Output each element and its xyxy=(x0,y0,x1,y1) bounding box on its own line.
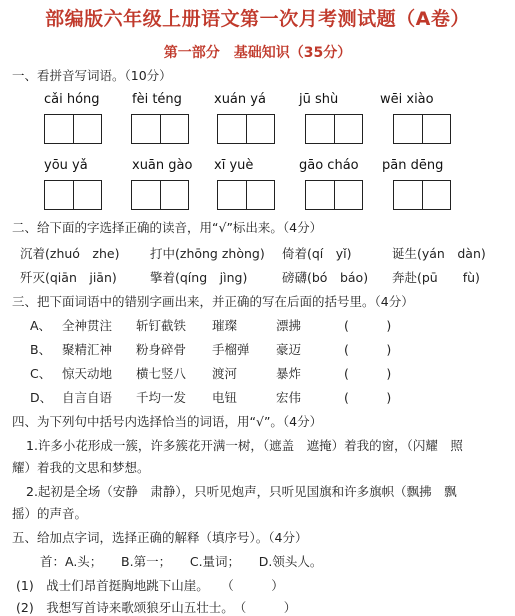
word: 璀璨 xyxy=(212,318,238,333)
word: 全神贯注 xyxy=(62,318,113,333)
pinyin-2: fèi téng xyxy=(132,92,182,107)
answer-box[interactable] xyxy=(44,180,102,210)
reading-item: 诞生(yán dàn) xyxy=(392,246,486,261)
option-letter: C、 xyxy=(30,366,52,381)
word: 聚精汇神 xyxy=(62,342,113,357)
answer-blank[interactable]: ( ) xyxy=(344,390,392,405)
reading-item: 倚着(qí yǐ) xyxy=(282,246,352,261)
sentence-2-cont: 摇）的声音。 xyxy=(12,506,88,521)
answer-box[interactable] xyxy=(131,114,189,144)
q5-item-2: (2) 我想写首诗来歌颂狼牙山五壮士。 （ ） xyxy=(16,600,297,615)
word: 豪迈 xyxy=(276,342,302,357)
pinyin-7: xuān gào xyxy=(132,158,193,173)
word: 暴炸 xyxy=(276,366,302,381)
answer-box[interactable] xyxy=(393,180,451,210)
option-letter: A、 xyxy=(30,318,52,333)
reading-item: 奔赴(pū fù) xyxy=(392,270,480,285)
reading-item: 擎着(qíng jìng) xyxy=(150,270,248,285)
pinyin-3: xuán yá xyxy=(214,92,266,107)
answer-box[interactable] xyxy=(305,114,363,144)
pinyin-9: gāo cháo xyxy=(299,158,359,173)
q3-heading: 三、把下面词语中的错别字画出来，并正确的写在后面的括号里。（4分） xyxy=(12,294,414,309)
q5-heading: 五、给加点字词，选择正确的解释（填序号）。（4分） xyxy=(12,530,308,545)
option-letter: D、 xyxy=(30,390,53,405)
word: 电钮 xyxy=(212,390,238,405)
answer-blank[interactable]: ( ) xyxy=(344,366,392,381)
reading-item: 歼灭(qiān jiān) xyxy=(20,270,117,285)
answer-box[interactable] xyxy=(305,180,363,210)
section-subtitle: 第一部分 基础知识（35分） xyxy=(163,45,352,61)
pinyin-6: yōu yǎ xyxy=(44,158,88,173)
word: 漂拂 xyxy=(276,318,302,333)
q1-heading: 一、看拼音写词语。（10分） xyxy=(12,68,172,83)
answer-box[interactable] xyxy=(131,180,189,210)
word: 千均一发 xyxy=(136,390,187,405)
q5-item-1: (1) 战士们昂首挺胸地跳下山崖。 （ ） xyxy=(16,578,284,593)
word: 自言自语 xyxy=(62,390,113,405)
meaning-options: 首：A.头； B.第一； C.量词； D.领头人。 xyxy=(40,554,323,569)
answer-box[interactable] xyxy=(217,114,275,144)
reading-item: 沉着(zhuó zhe) xyxy=(20,246,120,261)
answer-box[interactable] xyxy=(44,114,102,144)
word: 斩钉截铁 xyxy=(136,318,187,333)
pinyin-4: jū shù xyxy=(299,92,339,107)
pinyin-8: xī yuè xyxy=(214,158,254,173)
sentence-2: 2.起初是全场（安静 肃静），只听见炮声，只听见国旗和许多旗帜（飘拂 飘 xyxy=(26,484,457,499)
word: 渡河 xyxy=(212,366,238,381)
sentence-1: 1.许多小花形成一簇，许多簇花开满一树，（遮盖 遮掩）着我的窗，（闪耀 照 xyxy=(26,438,463,453)
answer-box[interactable] xyxy=(393,114,451,144)
page-title: 部编版六年级上册语文第一次月考测试题（A卷） xyxy=(45,8,470,30)
word: 粉身碎骨 xyxy=(136,342,187,357)
pinyin-1: cǎi hóng xyxy=(44,92,100,107)
q2-heading: 二、给下面的字选择正确的读音，用“√”标出来。（4分） xyxy=(12,220,323,235)
answer-box[interactable] xyxy=(217,180,275,210)
pinyin-5: wēi xiào xyxy=(380,92,434,107)
word: 横七竖八 xyxy=(136,366,187,381)
q4-heading: 四、为下列句中括号内选择恰当的词语，用“√”。（4分） xyxy=(12,414,323,429)
word: 惊天动地 xyxy=(62,366,113,381)
word: 宏伟 xyxy=(276,390,302,405)
pinyin-10: pān dēng xyxy=(382,158,444,173)
reading-item: 打中(zhōng zhòng) xyxy=(150,246,265,261)
answer-blank[interactable]: ( ) xyxy=(344,342,392,357)
word: 手榴弹 xyxy=(212,342,250,357)
answer-blank[interactable]: ( ) xyxy=(344,318,392,333)
sentence-1-cont: 耀）着我的文思和梦想。 xyxy=(12,460,150,475)
reading-item: 磅礴(bó báo) xyxy=(282,270,369,285)
option-letter: B、 xyxy=(30,342,52,357)
